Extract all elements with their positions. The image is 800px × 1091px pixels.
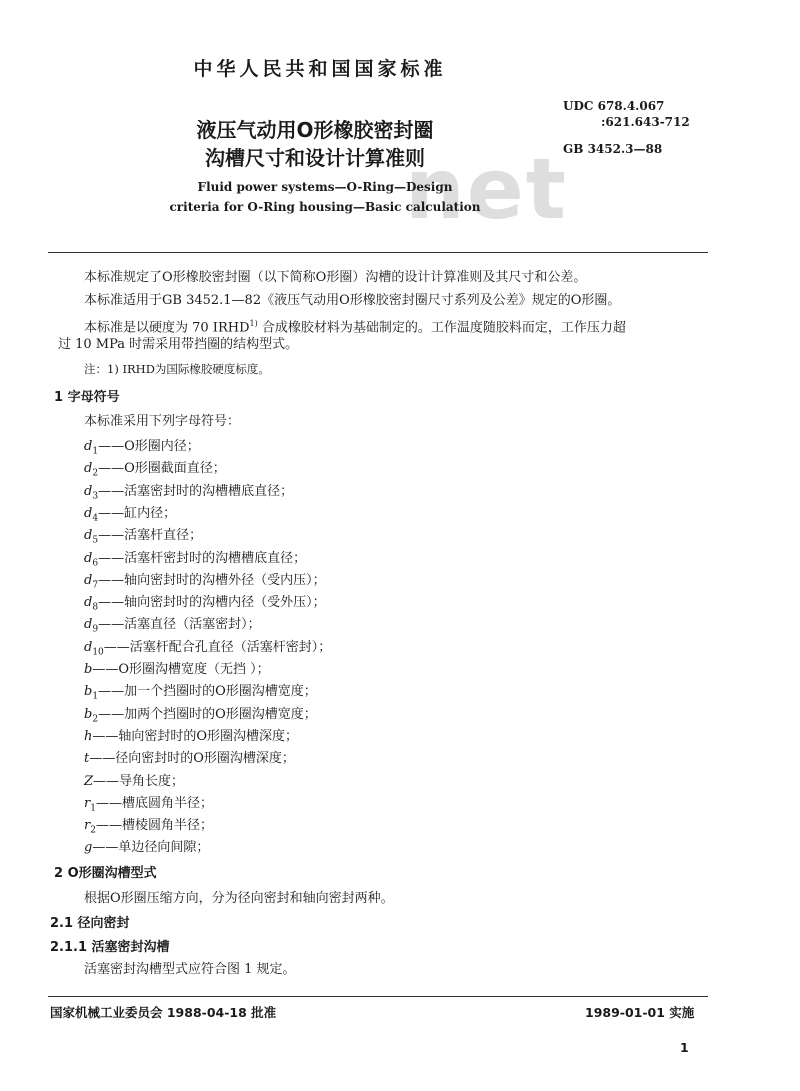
intro-paragraph-2: 本标准适用于GB 3452.1—82《液压气动用O形橡胶密封圈尺寸系列及公差》规定的O形圈。 bbox=[84, 293, 621, 308]
symbol-row bbox=[84, 502, 176, 524]
english-title-line-2: criteria for O-Ring housing—Basic calculation bbox=[169, 200, 481, 214]
symbol-letter: d bbox=[84, 550, 93, 566]
symbol-letter: g bbox=[84, 840, 93, 856]
symbol-subscript: 10 bbox=[92, 647, 104, 658]
symbol-description: ——活塞杆密封时的沟槽槽底直径； bbox=[98, 550, 307, 566]
symbol-row bbox=[84, 480, 293, 502]
symbol-subscript: 5 bbox=[92, 535, 99, 546]
symbol-letter: d bbox=[84, 461, 93, 477]
intro-p3-part-a: 本标准是以硬度为 70 IRHD bbox=[84, 320, 250, 336]
national-standard-heading: 中华人民共和国国家标准 bbox=[193, 58, 447, 80]
symbol-letter: r bbox=[84, 818, 91, 834]
symbol-letter: h bbox=[84, 728, 93, 744]
symbol-description: ——O形圈截面直径； bbox=[98, 461, 226, 477]
symbol-subscript: 1 bbox=[92, 691, 99, 702]
symbol-description: ——O形圈沟槽宽度（无挡 ）； bbox=[92, 662, 270, 677]
symbol-row bbox=[84, 658, 270, 677]
symbol-letter: d bbox=[84, 483, 93, 499]
symbol-letter: r bbox=[84, 795, 91, 811]
symbol-subscript: 4 bbox=[92, 513, 99, 524]
symbol-subscript: 2 bbox=[92, 468, 99, 479]
symbol-letter: d bbox=[84, 528, 93, 544]
intro-paragraph-3-cont: 过 10 MPa 时需采用带挡圈的结构型式。 bbox=[58, 337, 299, 352]
symbol-description: ——径向密封时的O形圈沟槽深度； bbox=[89, 751, 295, 767]
symbol-description: ——槽棱圆角半径； bbox=[95, 818, 213, 834]
symbol-row bbox=[84, 703, 317, 725]
watermark: net bbox=[405, 140, 568, 238]
symbol-subscript: 2 bbox=[90, 825, 96, 836]
symbol-subscript: 7 bbox=[92, 580, 99, 591]
footnote: 注：1) IRHD为国际橡胶硬度标度。 bbox=[84, 362, 270, 376]
section-1-heading: 1 字母符号 bbox=[54, 390, 120, 405]
symbol-description: ——槽底圆角半径； bbox=[95, 795, 213, 811]
effective-date: 1989-01-01 实施 bbox=[585, 1005, 695, 1020]
symbol-subscript: 1 bbox=[92, 446, 99, 457]
symbol-letter: b bbox=[84, 706, 93, 722]
symbol-description: ——加一个挡圈时的O形圈沟槽宽度； bbox=[98, 684, 317, 700]
symbol-letter: d bbox=[84, 572, 93, 588]
section-2-1-heading: 2.1 径向密封 bbox=[50, 916, 130, 931]
footer-rule bbox=[48, 996, 708, 997]
symbol-description: ——活塞直径（活塞密封）； bbox=[98, 617, 261, 633]
english-title-line-1: Fluid power systems—O-Ring—Design bbox=[197, 180, 453, 194]
symbol-row bbox=[84, 770, 184, 789]
symbol-row bbox=[84, 636, 331, 658]
symbol-description: ——O形圈内径； bbox=[98, 439, 200, 454]
symbol-description: ——活塞密封时的沟槽槽底直径； bbox=[98, 483, 294, 499]
symbol-description: ——轴向密封时的沟槽内径（受外压）； bbox=[98, 595, 326, 611]
symbol-row bbox=[84, 524, 202, 546]
symbol-description: ——活塞杆直径； bbox=[98, 528, 203, 544]
symbol-letter: Z bbox=[84, 773, 94, 789]
intro-paragraph-1: 本标准规定了O形橡胶密封圈（以下简称O形圈）沟槽的设计计算准则及其尺寸和公差。 bbox=[84, 270, 587, 285]
symbol-subscript: 8 bbox=[92, 602, 99, 613]
symbol-description: ——活塞杆配合孔直径（活塞杆密封）； bbox=[103, 639, 332, 655]
symbol-letter: b bbox=[84, 662, 93, 677]
approval-date: 国家机械工业委员会 1988-04-18 批准 bbox=[50, 1005, 277, 1020]
title-line-1: 液压气动用O形橡胶密封圈 bbox=[196, 118, 434, 142]
symbol-row bbox=[84, 591, 326, 613]
symbol-subscript: 9 bbox=[92, 624, 99, 635]
footnote-mark: 1) bbox=[249, 319, 258, 328]
udc-line-1: UDC 678.4.067 bbox=[563, 99, 665, 113]
udc-code bbox=[563, 98, 690, 130]
symbol-subscript: 3 bbox=[92, 491, 99, 502]
symbol-description: ——导角长度； bbox=[93, 773, 185, 789]
symbol-subscript: 2 bbox=[92, 714, 99, 725]
symbol-letter: d bbox=[84, 639, 93, 655]
symbol-letter: b bbox=[84, 684, 93, 700]
symbol-description: ——缸内径； bbox=[98, 505, 177, 521]
symbol-subscript: 1 bbox=[90, 803, 96, 814]
section-2-1-1-heading: 2.1.1 活塞密封沟槽 bbox=[50, 940, 170, 955]
udc-line-2: :621.643-712 bbox=[601, 115, 690, 129]
section-1-intro: 本标准采用下列字母符号： bbox=[84, 414, 241, 429]
page-number: 1 bbox=[680, 1040, 689, 1055]
header-rule bbox=[48, 252, 708, 253]
symbol-description: ——单边径向间隙； bbox=[92, 840, 210, 856]
symbol-description: ——轴向密封时的O形圈沟槽深度； bbox=[92, 728, 299, 744]
section-2-text: 根据O形圈压缩方向，分为径向密封和轴向密封两种。 bbox=[84, 891, 394, 906]
symbol-letter: d bbox=[84, 617, 93, 633]
symbol-row bbox=[84, 680, 317, 702]
symbol-row bbox=[84, 814, 213, 836]
section-2-1-1-text: 活塞密封沟槽型式应符合图 1 规定。 bbox=[84, 962, 296, 977]
symbol-row bbox=[84, 792, 213, 814]
intro-p3-part-b: 合成橡胶材料为基础制定的。工作温度随胶料而定，工作压力超 bbox=[257, 320, 626, 336]
symbol-row bbox=[84, 547, 306, 569]
symbol-row bbox=[84, 569, 326, 591]
symbol-letter: d bbox=[84, 439, 93, 454]
section-2-heading: 2 O形圈沟槽型式 bbox=[54, 866, 157, 881]
symbol-letter: t bbox=[84, 751, 90, 767]
symbol-subscript: 6 bbox=[92, 558, 99, 569]
symbol-row bbox=[84, 457, 226, 479]
symbol-row bbox=[84, 747, 295, 766]
symbol-description: ——轴向密封时的沟槽外径（受内压）； bbox=[98, 572, 326, 588]
symbol-description: ——加两个挡圈时的O形圈沟槽宽度； bbox=[98, 706, 317, 722]
symbol-row bbox=[84, 725, 298, 744]
symbol-row bbox=[84, 435, 200, 457]
gb-number: GB 3452.3—88 bbox=[563, 142, 663, 156]
symbol-letter: d bbox=[84, 505, 93, 521]
symbol-row bbox=[84, 836, 209, 855]
title-line-2: 沟槽尺寸和设计计算准则 bbox=[205, 146, 425, 170]
symbol-letter: d bbox=[84, 595, 93, 611]
symbol-row bbox=[84, 613, 261, 635]
